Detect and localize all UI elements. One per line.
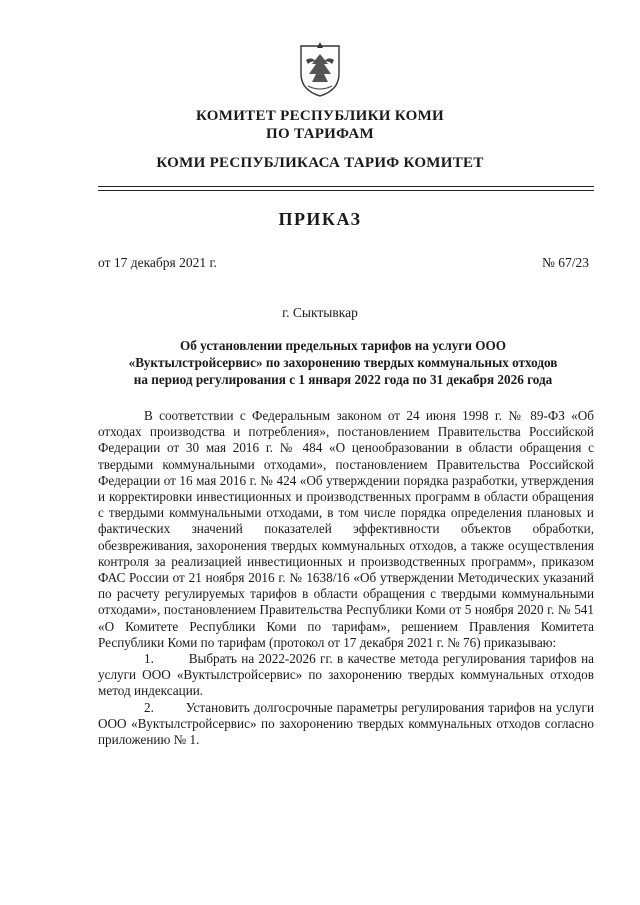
document-subject <box>88 337 598 388</box>
list-item <box>98 700 594 749</box>
document-number: № 67/23 <box>541 255 589 270</box>
header-divider <box>98 190 594 191</box>
document-city: г. Сыктывкар <box>282 305 358 320</box>
subject-line: «Вуктылстройсервис» по захоронению твердых коммунальных отходов <box>128 355 558 370</box>
subject-line: на период регулирования с 1 января 2022 года по 31 декабря 2026 года <box>133 372 553 387</box>
item-number: 1. <box>144 651 154 667</box>
org-name-komi: КОМИ РЕСПУБЛИКАСА ТАРИФ КОМИТЕТ <box>156 155 484 171</box>
list-item <box>98 651 594 700</box>
document-body <box>98 408 594 748</box>
preamble-paragraph: В соответствии с Федеральным законом от 24 июня 1998 г. № 89-ФЗ «Об отходах производства и потребления», постановлением Правительства Российской Федерации от 30 мая 2016 г. № 484 «О ценообразовании в области обращения с твердыми коммунальными отходами», постановлением Правительства Российской Федерации от 16 мая 2016 г. № 424 «Об утверждении порядка разработки, утверждения и корректировки инвестиционных и производственных программ в области обращения с твердыми коммунальными отходами, в том числе порядка определения плановых и фактических значений показателей эффективности объектов обработки, обезвреживания, захоронения твердых коммунальных отходов, а также осуществления контроля за реализацией инвестиционных и производственных программ», приказом ФАС России от 21 ноября 2016 г. № 1638/16 «Об утверждении Методических указаний по расчету регулируемых тарифов в области обращения с твердыми коммунальными отходами», постановлением Правительства Республики Коми от 5 ноября 2020 г. № 541 «О Комитете Республики Коми по тарифам», решением Правления Комитета Республики Коми по тарифам (протокол от 17 декабря 2021 г. № 76) приказываю: <box>98 408 594 650</box>
coat-of-arms-emblem-icon <box>298 40 342 98</box>
header-divider <box>98 186 594 187</box>
document-type-title: ПРИКАЗ <box>278 209 362 229</box>
item-number: 2. <box>144 699 154 715</box>
document-date: от 17 декабря 2021 г. <box>98 255 217 270</box>
item-text: Установить долгосрочные параметры регулирования тарифов на услуги ООО «Вуктылстройсервис» по захоронению твердых коммунальных отходов согласно приложению № 1. <box>98 699 595 748</box>
org-name-line1: КОМИТЕТ РЕСПУБЛИКИ КОМИ <box>195 108 444 124</box>
item-text: Выбрать на 2022-2026 гг. в качестве метода регулирования тарифов на услуги ООО «Вуктылстройсервис» по захоронению твердых коммунальных отходов метод индексации. <box>98 651 594 699</box>
org-name-line2: ПО ТАРИФАМ <box>266 126 374 142</box>
subject-line: Об установлении предельных тарифов на услуги ООО <box>179 338 507 353</box>
